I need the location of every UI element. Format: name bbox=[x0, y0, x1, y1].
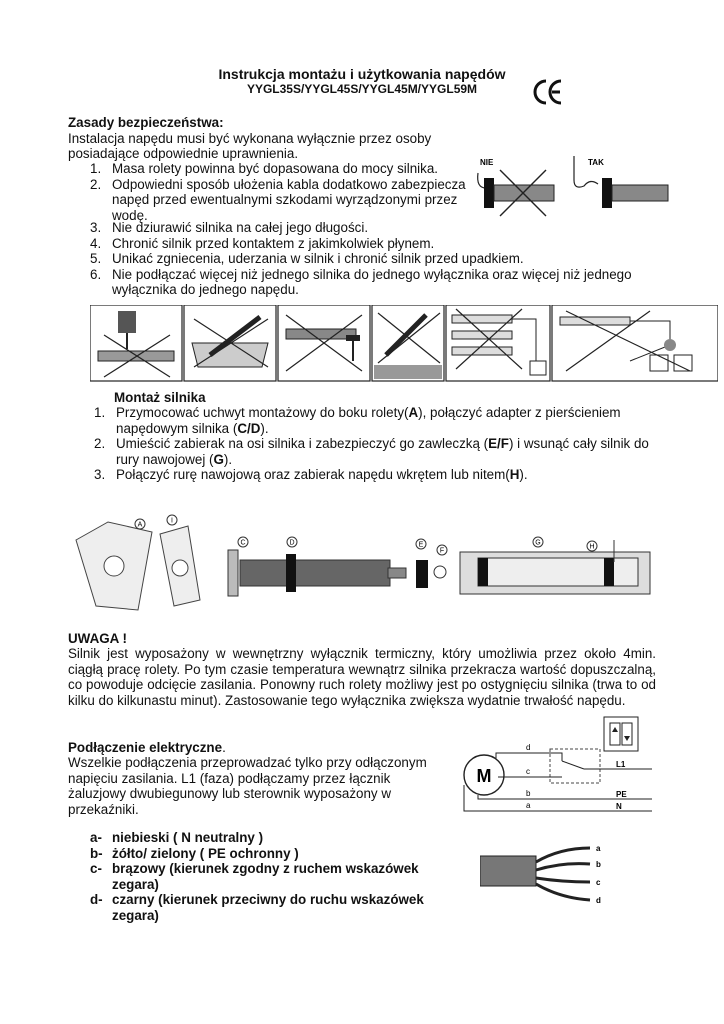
wire-a-label: a bbox=[526, 801, 531, 810]
line-n-label: N bbox=[616, 802, 622, 811]
warning-heading: UWAGA ! bbox=[68, 631, 128, 646]
wire-d-label: d bbox=[526, 743, 531, 752]
wire-c-label: c bbox=[526, 767, 530, 776]
model-list: YYGL35S/YYGL45S/YYGL45M/YYGL59M bbox=[246, 82, 478, 96]
illustration-multi-motor bbox=[446, 305, 550, 381]
diagram-label-h: H bbox=[589, 543, 595, 551]
cable-ends-illustration bbox=[480, 838, 610, 908]
cable-routing-illustration bbox=[470, 148, 670, 218]
motor-symbol: M bbox=[476, 766, 492, 786]
illustration-multi-switch bbox=[552, 305, 718, 381]
diagram-label-e: E bbox=[418, 541, 424, 549]
illustration-falling bbox=[372, 305, 444, 381]
list-item: b- żółto/ zielony ( PE ochronny ) bbox=[90, 845, 299, 861]
list-item: 2. Umieścić zabierak na osi silnika i zabezpieczyć go zawleczką (E/F) i wsunąć cały silnik do rury nawojowej (G). bbox=[94, 436, 649, 467]
illustration-hammer bbox=[278, 305, 370, 381]
list-item: c- brązowy (kierunek zgodny z ruchem wskazówek zegara) bbox=[90, 861, 419, 892]
list-item: 6. Nie podłączać więcej niż jednego silnika do jednego wyłącznika oraz więcej niż jednego wyłącznika do jednego napędu. bbox=[90, 266, 632, 297]
safety-intro: Instalacja napędu musi być wykonana wyłącznie przez osoby posiadające odpowiednie uprawnienia. bbox=[68, 130, 432, 161]
mounting-diagram bbox=[68, 510, 668, 620]
list-item: 2. Odpowiedni sposób ułożenia kabla dodatkowo zabezpiecza napęd przed ewentualnymi szkodami wyrządzonymi przez wodę. bbox=[90, 176, 466, 223]
safety-section bbox=[68, 115, 448, 162]
document-title: Instrukcja montażu i użytkowania napędów bbox=[218, 66, 506, 82]
list-item: 5. Unikać zgniecenia, uderzania w silnik i chronić silnik przed upadkiem. bbox=[90, 251, 524, 266]
diagram-label-f: F bbox=[439, 547, 445, 555]
safety-heading: Zasady bezpieczeństwa: bbox=[68, 115, 224, 130]
safety-list-cont bbox=[90, 220, 650, 298]
diagram-label-i: I bbox=[171, 517, 173, 525]
safety-illustrations bbox=[90, 305, 718, 383]
cable-end-b: b bbox=[596, 860, 601, 869]
list-item: 3. Połączyć rurę nawojową oraz zabierak napędu wkrętem lub nitem(H). bbox=[94, 467, 528, 482]
warning-text: Silnik jest wyposażony w wewnętrzny wyłącznik termiczny, który umożliwia przez około 4min. ciągłą pracę rolety. Po tym czasie temperatura wewnątrz silnika przekracza wartość dopuszczalną, co powoduje odcięcie zasilania. Ponowny ruch rolety możliwy jest po ostygnięciu silnika (trwa to od kilku do kilkunastu minut). Zastosowanie tego wyłącznika zwiększa wydatnie trwałość napędu. bbox=[68, 646, 656, 708]
diagram-label-a: A bbox=[137, 521, 143, 529]
electrical-text: Wszelkie podłączenia przeprowadzać tylko przy odłączonym napięciu zasilania. L1 (faza) podłączamy przez łącznik żaluzjowy dwubiegunowy lub sterownik wyposażony w przekaźniki. bbox=[68, 755, 427, 817]
list-item: d- czarny (kierunek przeciwny do ruchu wskazówek zegara) bbox=[90, 892, 424, 923]
diagram-label-g: G bbox=[535, 539, 541, 547]
cable-end-c: c bbox=[596, 878, 601, 887]
list-item: 1. Masa rolety powinna być dopasowana do mocy silnika. bbox=[90, 161, 439, 176]
safety-list bbox=[90, 161, 470, 223]
electrical-heading-wrap: Podłączenie elektryczne. bbox=[68, 740, 226, 755]
cable-end-d: d bbox=[596, 896, 601, 905]
list-item: 3. Nie dziurawić silnika na całej jego długości. bbox=[90, 220, 369, 235]
electrical-heading: Podłączenie elektryczne bbox=[68, 740, 223, 755]
line-pe-label: PE bbox=[616, 790, 627, 799]
illustration-drilling bbox=[90, 305, 182, 381]
line-l1-label: L1 bbox=[616, 760, 626, 769]
cable-label-no: NIE bbox=[480, 158, 494, 167]
list-item: 1. Przymocować uchwyt montażowy do boku rolety(A), połączyć adapter z pierścieniem napędowym silnika (C/D). bbox=[94, 405, 621, 436]
cable-end-a: a bbox=[596, 844, 601, 853]
list-item: a- niebieski ( N neutralny ) bbox=[90, 830, 264, 845]
cable-label-yes: TAK bbox=[588, 158, 604, 167]
illustration-water bbox=[184, 305, 276, 381]
wiring-schematic bbox=[452, 715, 662, 825]
diagram-label-d: D bbox=[289, 539, 295, 547]
wire-color-list bbox=[90, 830, 435, 923]
wire-b-label: b bbox=[526, 789, 531, 798]
mounting-list bbox=[94, 405, 664, 483]
diagram-label-c: C bbox=[240, 539, 246, 547]
list-item: 4. Chronić silnik przed kontaktem z jakimkolwiek płynem. bbox=[90, 235, 435, 251]
mounting-heading: Montaż silnika bbox=[114, 390, 206, 405]
ce-mark-icon bbox=[532, 78, 564, 106]
